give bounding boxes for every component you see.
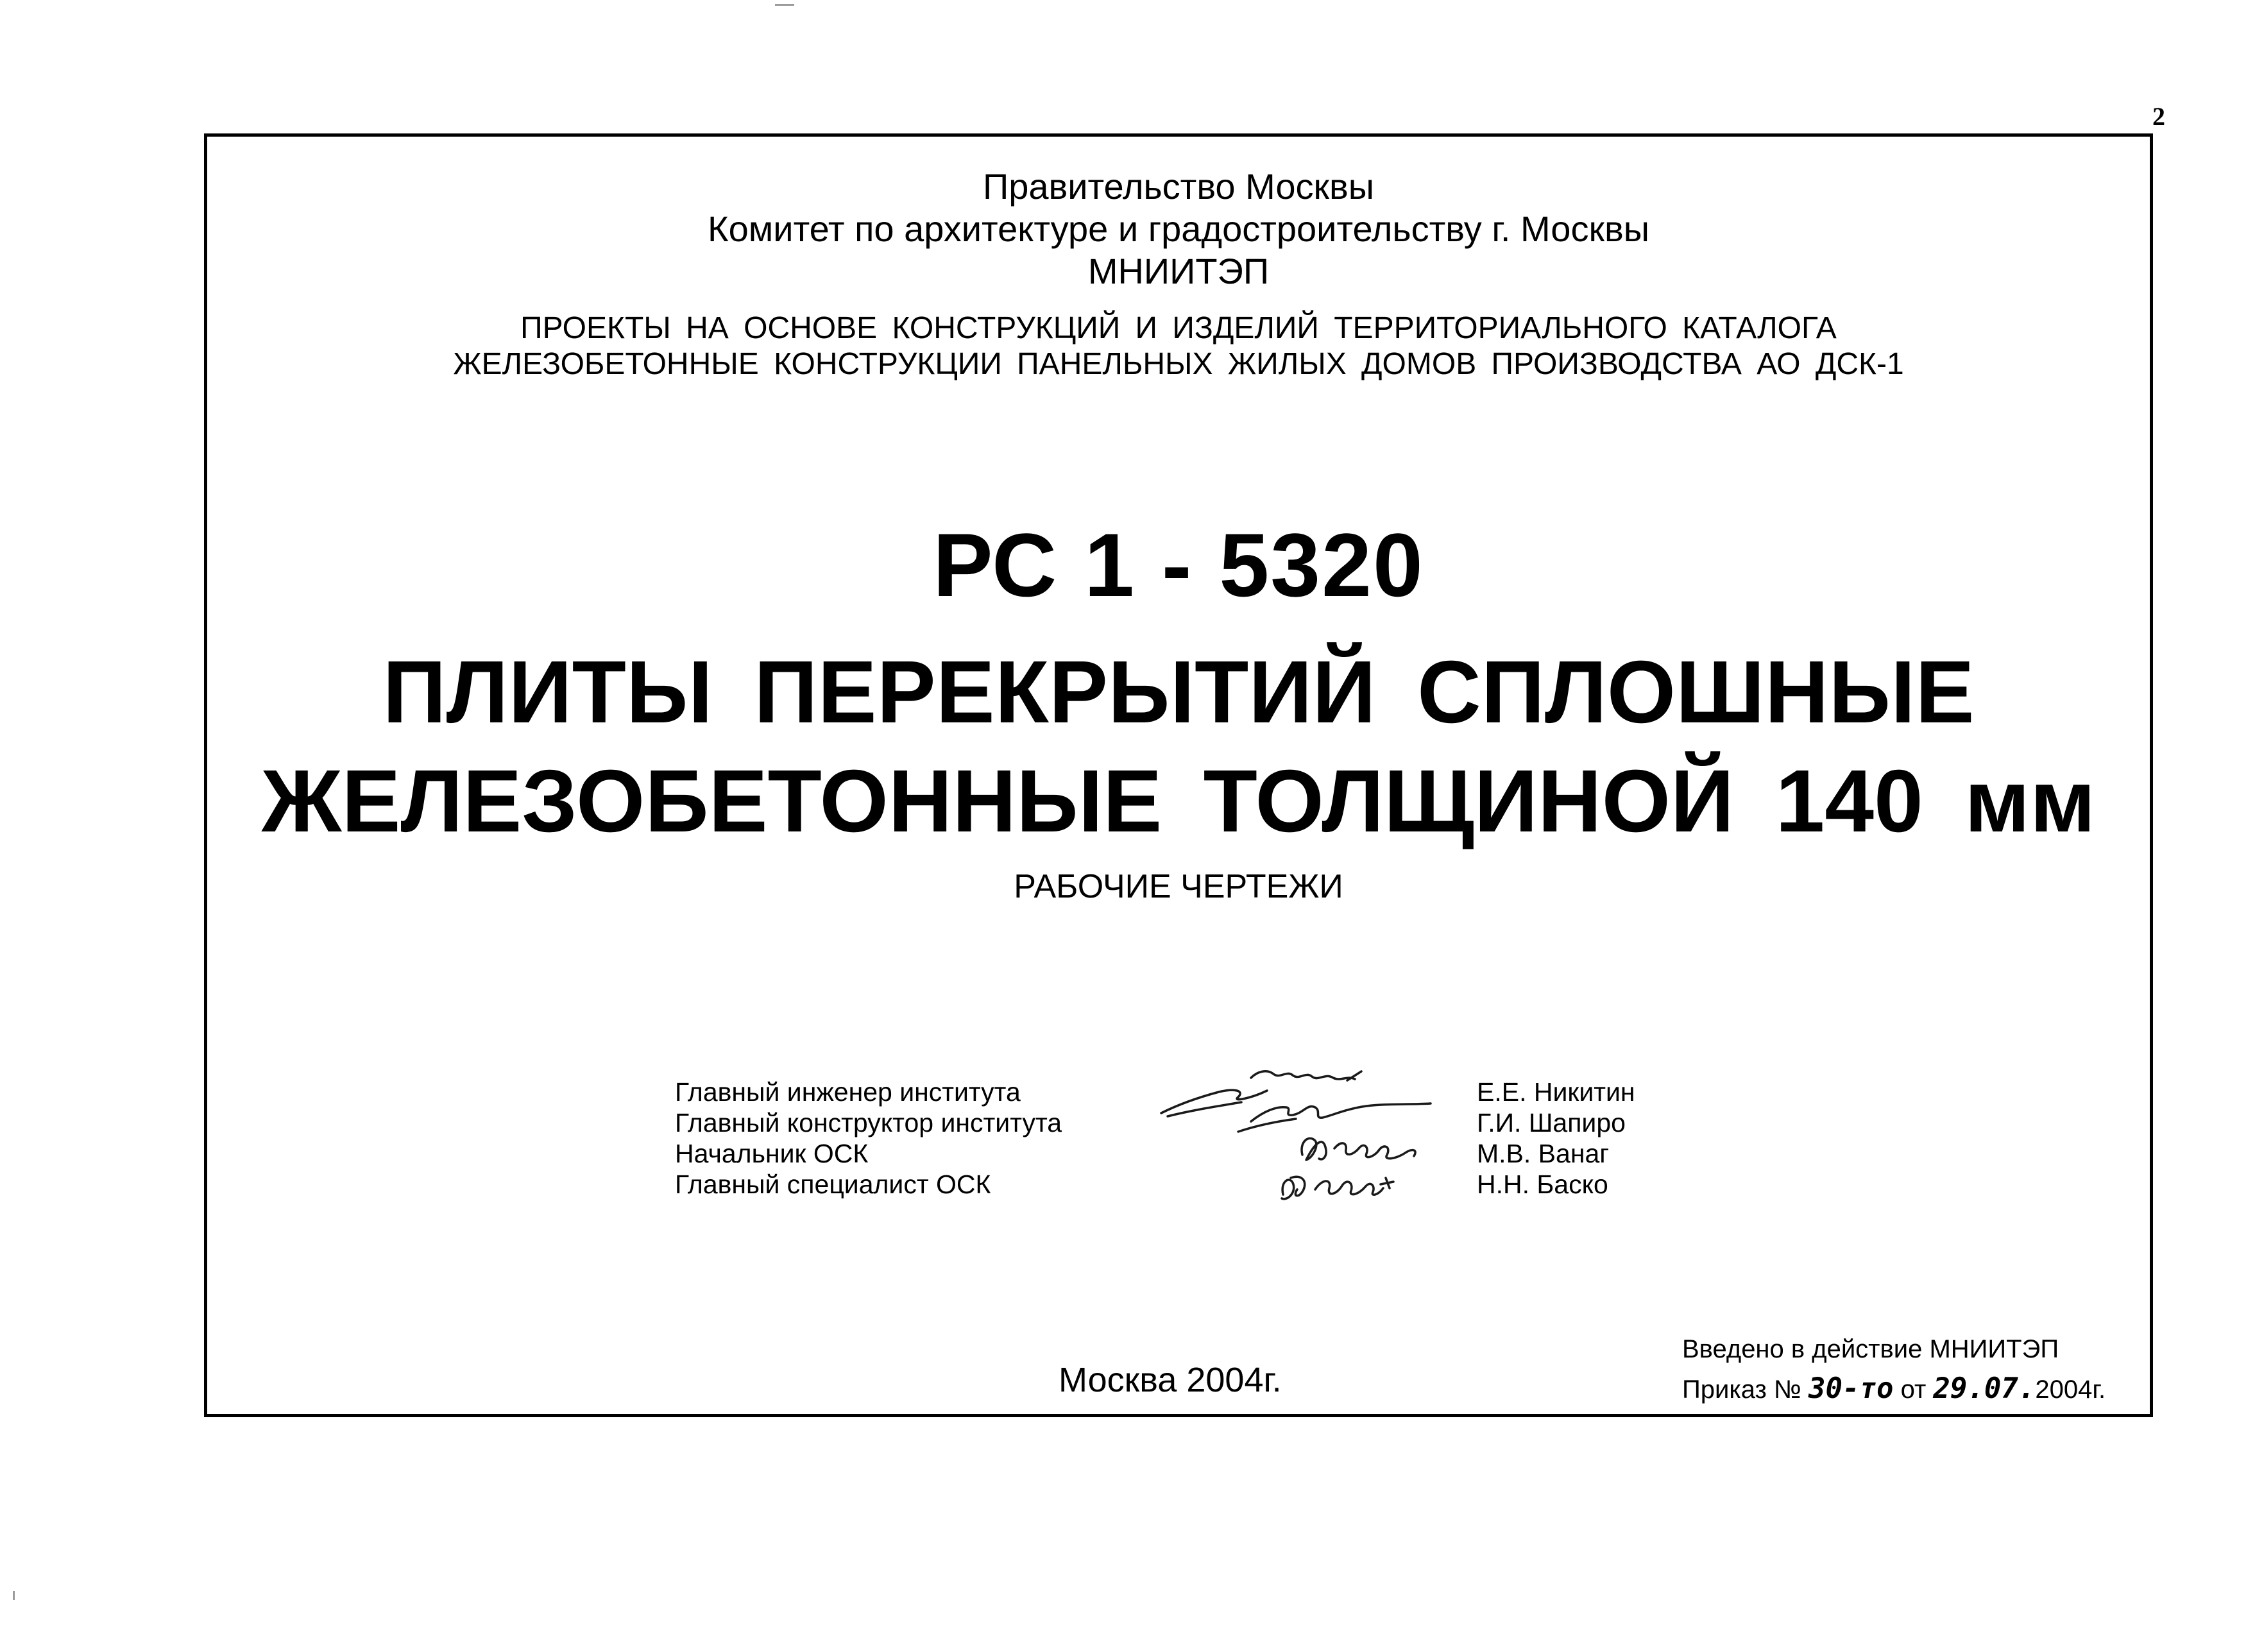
committee-name: Комитет по архитектуре и градостроительству г. Москвы <box>708 209 1649 249</box>
signatory-role: Главный инженер института <box>675 1077 1021 1107</box>
document-title-line-1: ПЛИТЫ ПЕРЕКРЫТИЙ СПЛОШНЫЕ <box>382 643 1975 742</box>
order-label: Приказ № <box>1682 1375 1801 1404</box>
enactment-label: Введено в действие МНИИТЭП <box>1682 1335 2059 1363</box>
page-number: 2 <box>2152 102 2165 131</box>
signature-vanag <box>1302 1138 1415 1160</box>
enactment-block <box>1682 1329 2106 1409</box>
scan-mark-top <box>775 4 794 6</box>
document-subtitle: РАБОЧИЕ ЧЕРТЕЖИ <box>1014 868 1343 905</box>
signature-basko-name <box>1155 1052 1157 1053</box>
signatory-name: Е.Е. Никитин <box>1477 1077 1635 1107</box>
signatory-name: Г.И. Шапиро <box>1477 1108 1626 1137</box>
document-code: РС 1 - 5320 <box>933 515 1424 615</box>
order-line <box>1682 1369 2106 1409</box>
signatory-role: Начальник ОСК <box>675 1139 869 1168</box>
order-year: 2004г. <box>2035 1375 2106 1404</box>
signatory-roles <box>675 1077 1062 1200</box>
order-from-label: от <box>1900 1375 1927 1404</box>
handwritten-signatures <box>1155 1052 1476 1219</box>
publication-city-year: Москва 2004г. <box>1059 1361 1282 1399</box>
signature-nikitin <box>1161 1071 1361 1116</box>
signatory-name: М.В. Ванаг <box>1477 1139 1610 1168</box>
signature-nikitin-name <box>1155 1052 1158 1053</box>
institute-name: МНИИТЭП <box>1087 251 1270 291</box>
series-title-line-1: ПРОЕКТЫ НА ОСНОВЕ КОНСТРУКЦИЙ И ИЗДЕЛИЙ ТЕРРИТОРИАЛЬНОГО КАТАЛОГА <box>520 311 1837 345</box>
signatory-role: Главный специалист ОСК <box>675 1170 991 1199</box>
signatory-name: Н.Н. Баско <box>1477 1170 1608 1199</box>
signature-shapiro <box>1238 1103 1431 1132</box>
signatory-role: Главный конструктор института <box>675 1108 1062 1137</box>
document-title-line-2: ЖЕЛЕЗОБЕТОННЫЕ ТОЛЩИНОЙ 140 мм <box>261 752 2096 851</box>
order-date: 29.07. <box>1933 1372 2036 1405</box>
signatory-names <box>1477 1077 1635 1200</box>
signature-basko <box>1282 1177 1393 1199</box>
series-title-line-2: ЖЕЛЕЗОБЕТОННЫЕ КОНСТРУКЦИИ ПАНЕЛЬНЫХ ЖИЛЫХ ДОМОВ ПРОИЗВОДСТВА АО ДСК-1 <box>453 347 1904 381</box>
government-name: Правительство Москвы <box>982 166 1375 207</box>
signature-shapiro-name <box>1155 1052 1158 1053</box>
signature-vanag-name <box>1155 1052 1157 1053</box>
scan-mark-left <box>13 1591 15 1600</box>
order-number: 30-то <box>1808 1372 1894 1405</box>
